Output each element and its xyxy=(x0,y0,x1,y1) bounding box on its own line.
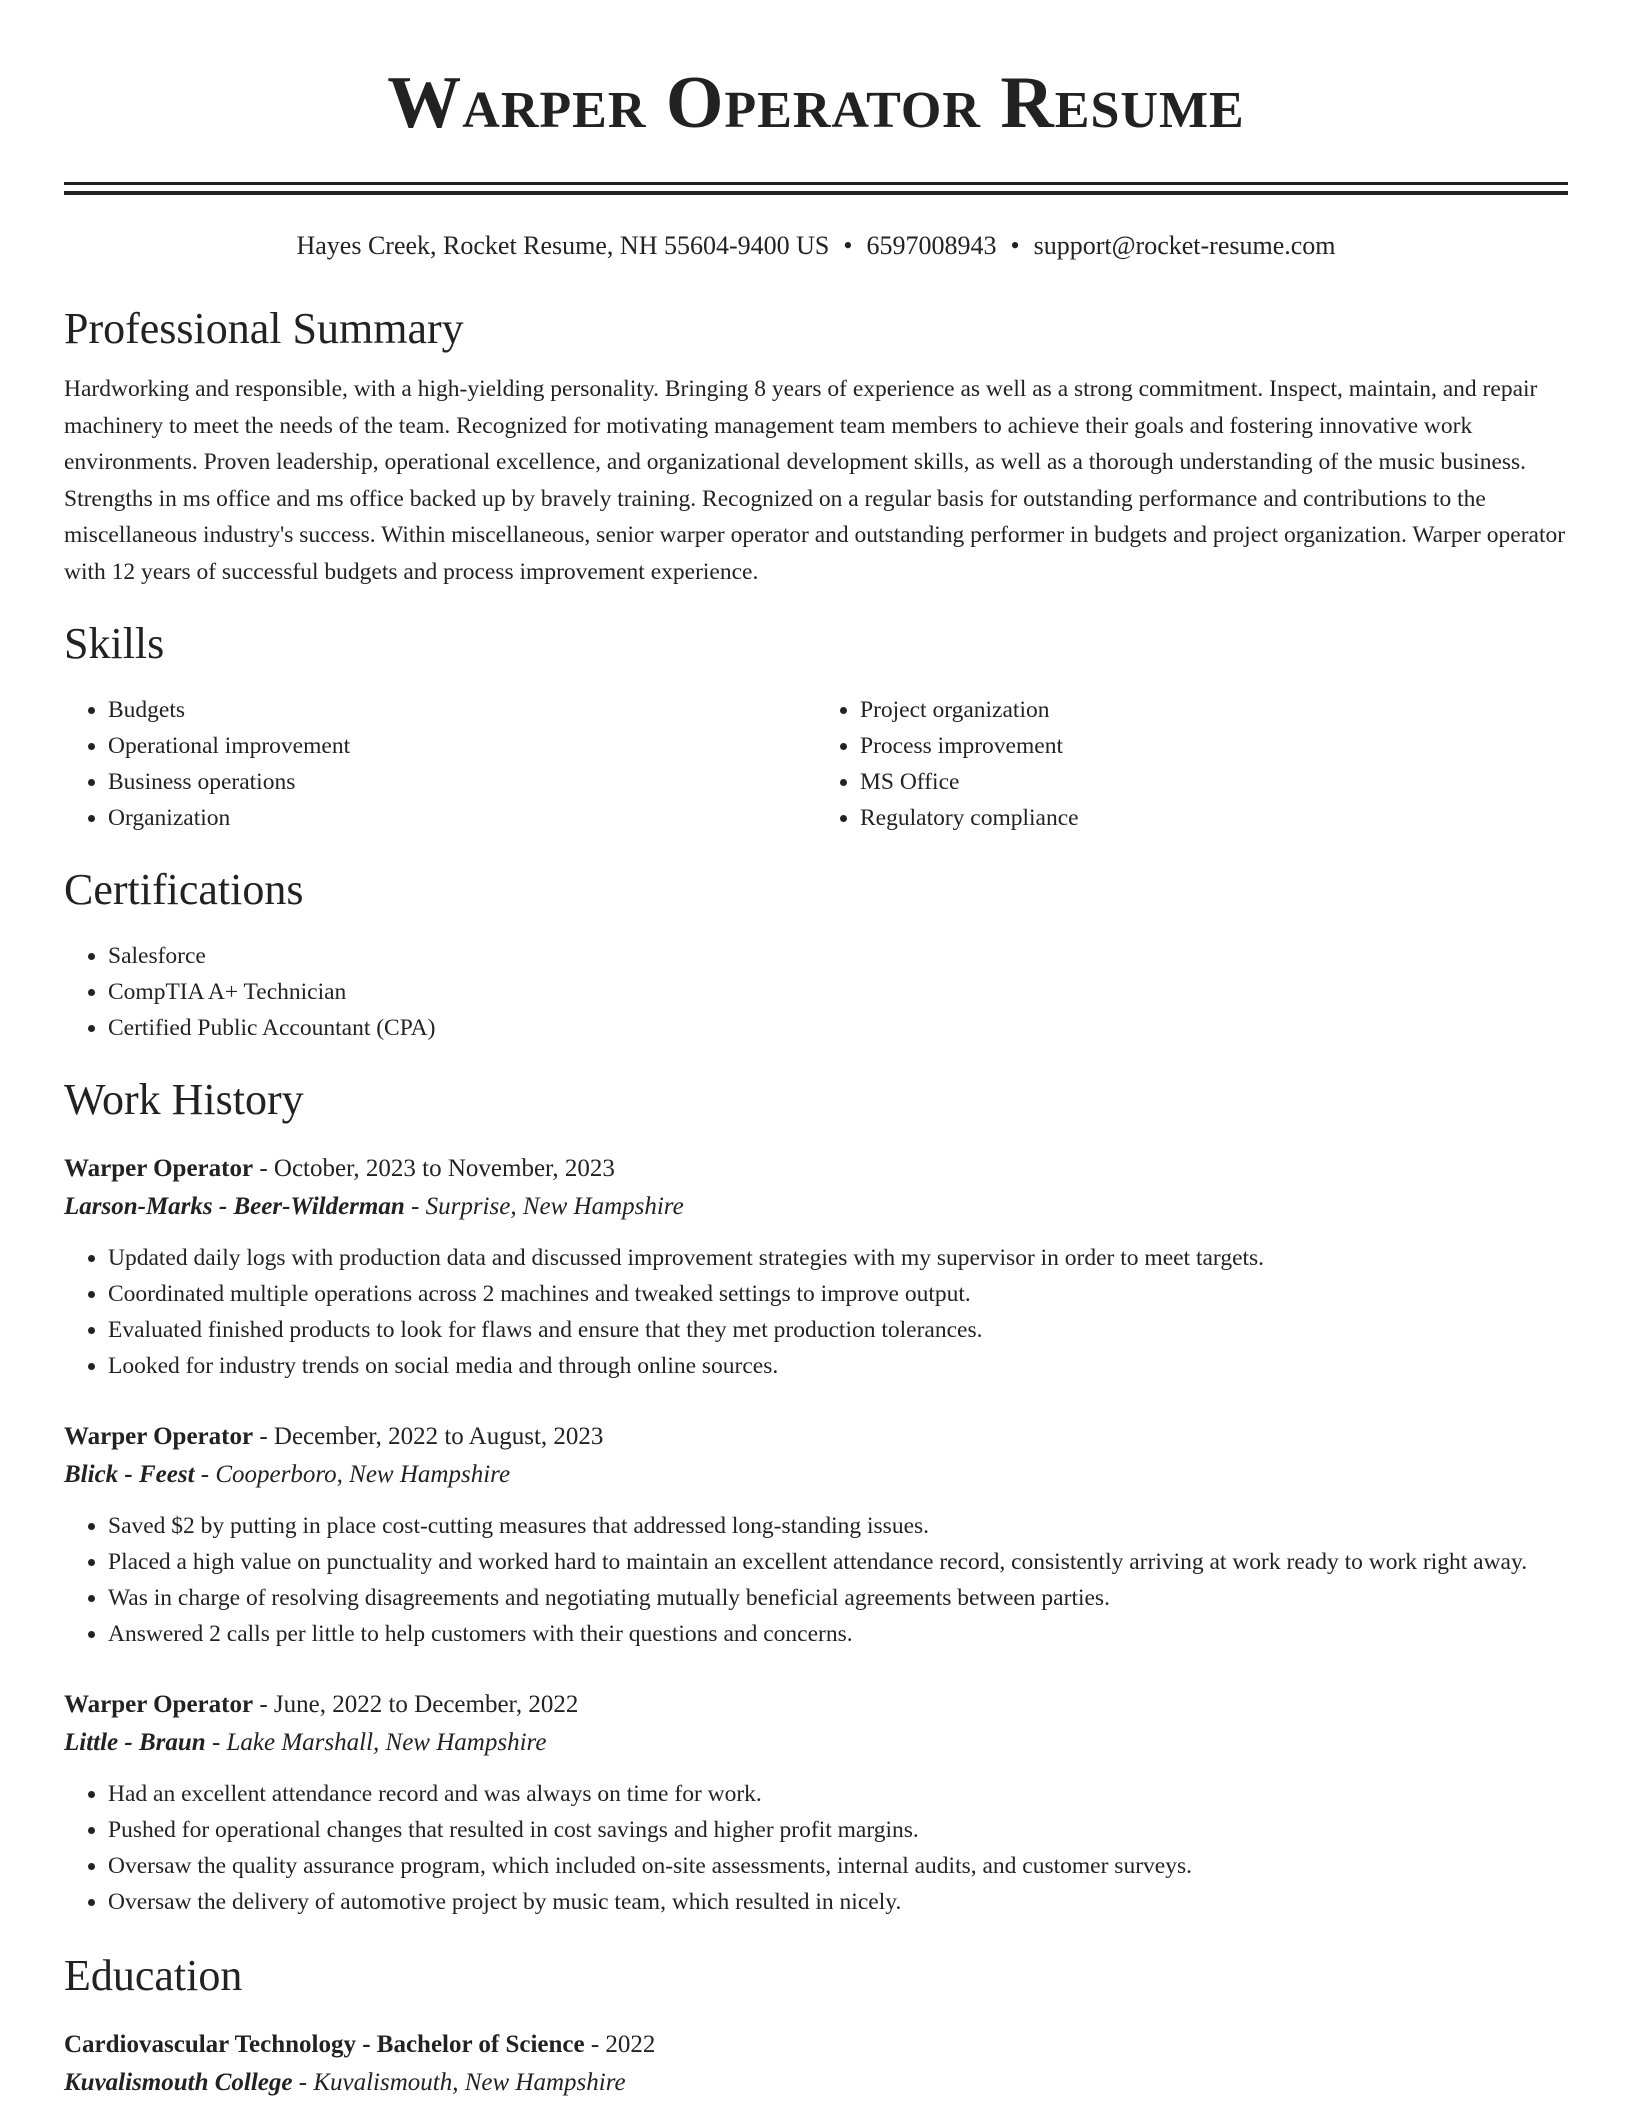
certification-item: • Salesforce xyxy=(108,938,1568,974)
section-heading-education: Education xyxy=(64,1951,243,2000)
job-bullet: • Placed a high value on punctuality and worked hard to maintain an excellent attendance record, consistently arriving at work ready to work right away. xyxy=(108,1544,1568,1580)
resume-title: Warper Operator Resume xyxy=(387,62,1245,144)
education-school-line: Kuvalismouth College - Kuvalismouth, New Hampshire xyxy=(64,2069,626,2096)
education-year: 2022 xyxy=(605,2031,656,2058)
job-company-line: Larson-Marks - Beer-Wilderman - Surprise, New Hampshire xyxy=(64,1193,684,1220)
job-bullets xyxy=(64,1776,1568,1920)
section-heading-certifications: Certifications xyxy=(64,865,304,914)
job-bullet: • Updated daily logs with production data and discussed improvement strategies with my supervisor in order to meet targets. xyxy=(108,1240,1568,1276)
job-title-line: Warper Operator - October, 2023 to November, 2023 xyxy=(64,1155,615,1182)
skills-list-left xyxy=(64,692,816,836)
job-bullet: • Oversaw the quality assurance program, which included on-site assessments, internal audits, and customer surveys. xyxy=(108,1848,1568,1884)
job-bullet: • Evaluated finished products to look for flaws and ensure that they met production tolerances. xyxy=(108,1312,1568,1348)
title-divider-bottom xyxy=(64,191,1568,195)
job-bullet: • Looked for industry trends on social media and through online sources. xyxy=(108,1348,1568,1384)
job-bullet: • Saved $2 by putting in place cost-cutting measures that addressed long-standing issues. xyxy=(108,1508,1568,1544)
job-dates: December, 2022 to August, 2023 xyxy=(273,1423,604,1450)
job-bullet: • Was in charge of resolving disagreements and negotiating mutually beneficial agreements between parties. xyxy=(108,1580,1568,1616)
job-dates: June, 2022 to December, 2022 xyxy=(273,1691,579,1718)
skill-item: • Organization xyxy=(108,800,816,836)
summary-text: Hardworking and responsible, with a high-yielding personality. Bringing 8 years of experience as well as a strong commitment. Inspect, maintain, and repair machinery to meet the needs of the team. Recognized for motivating management team members to achieve their goals and fostering innovative work environments. Proven leadership, operational excellence, and organizational development skills, as well as a thorough understanding of the music business. Strengths in ms office and ms office backed up by bravely training. Recognized on a regular basis for outstanding performance and contributions to the miscellaneous industry's success. Within miscellaneous, senior warper operator and outstanding performer in budgets and project organization. Warper operator with 12 years of successful budgets and process improvement experience. xyxy=(64,376,1566,585)
section-heading-skills: Skills xyxy=(64,619,165,668)
skill-item: • Regulatory compliance xyxy=(860,800,1568,836)
job-company: Blick - Feest xyxy=(64,1461,195,1488)
job-location: Lake Marshall, New Hampshire xyxy=(226,1729,547,1756)
skill-item: • Business operations xyxy=(108,764,816,800)
job-bullet: • Pushed for operational changes that resulted in cost savings and higher profit margins. xyxy=(108,1812,1568,1848)
contact-address: Hayes Creek, Rocket Resume, NH 55604-9400 US xyxy=(296,231,830,260)
section-heading-summary: Professional Summary xyxy=(64,304,464,353)
job-company-line: Blick - Feest - Cooperboro, New Hampshire xyxy=(64,1461,511,1488)
skills-columns xyxy=(64,692,1568,836)
skill-item: • Project organization xyxy=(860,692,1568,728)
education-location: Kuvalismouth, New Hampshire xyxy=(313,2069,626,2096)
job-bullet: • Had an excellent attendance record and was always on time for work. xyxy=(108,1776,1568,1812)
certifications-list xyxy=(64,938,1568,1046)
job-bullets xyxy=(64,1240,1568,1384)
certification-item: • CompTIA A+ Technician xyxy=(108,974,1568,1010)
job-bullet: • Answered 2 calls per little to help customers with their questions and concerns. xyxy=(108,1616,1568,1652)
certification-item: • Certified Public Accountant (CPA) xyxy=(108,1010,1568,1046)
job-title: Warper Operator xyxy=(64,1691,254,1718)
job-entry xyxy=(64,1150,1568,1384)
job-entry xyxy=(64,1686,1568,1920)
education-entry xyxy=(64,2026,1568,2102)
job-company-line: Little - Braun - Lake Marshall, New Hampshire xyxy=(64,1729,547,1756)
skill-item: • Budgets xyxy=(108,692,816,728)
contact-separator: • xyxy=(843,231,853,260)
contact-line xyxy=(64,229,1568,263)
job-title: Warper Operator xyxy=(64,1423,254,1450)
title-divider-top xyxy=(64,182,1568,185)
job-bullet: • Oversaw the delivery of automotive project by music team, which resulted in nicely. xyxy=(108,1884,1568,1920)
job-location: Cooperboro, New Hampshire xyxy=(215,1461,511,1488)
education-degree-line: Cardiovascular Technology - Bachelor of Science - 2022 xyxy=(64,2031,656,2058)
job-entry xyxy=(64,1418,1568,1652)
education-school: Kuvalismouth College xyxy=(64,2069,293,2096)
contact-email: support@rocket-resume.com xyxy=(1033,231,1336,260)
skills-list-right xyxy=(816,692,1568,836)
contact-separator: • xyxy=(1010,231,1020,260)
job-title-line: Warper Operator - June, 2022 to December, 2022 xyxy=(64,1691,579,1718)
job-title: Warper Operator xyxy=(64,1155,254,1182)
section-heading-work-history: Work History xyxy=(64,1075,304,1124)
skill-item: • Operational improvement xyxy=(108,728,816,764)
skill-item: • Process improvement xyxy=(860,728,1568,764)
skill-item: • MS Office xyxy=(860,764,1568,800)
job-location: Surprise, New Hampshire xyxy=(425,1193,684,1220)
job-bullet: • Coordinated multiple operations across 2 machines and tweaked settings to improve output. xyxy=(108,1276,1568,1312)
contact-phone: 6597008943 xyxy=(866,231,997,260)
education-degree: Cardiovascular Technology - Bachelor of Science xyxy=(64,2031,585,2058)
job-title-line: Warper Operator - December, 2022 to August, 2023 xyxy=(64,1423,604,1450)
job-bullets xyxy=(64,1508,1568,1652)
job-company: Little - Braun xyxy=(64,1729,206,1756)
job-company: Larson-Marks - Beer-Wilderman xyxy=(64,1193,405,1220)
job-dates: October, 2023 to November, 2023 xyxy=(273,1155,615,1182)
